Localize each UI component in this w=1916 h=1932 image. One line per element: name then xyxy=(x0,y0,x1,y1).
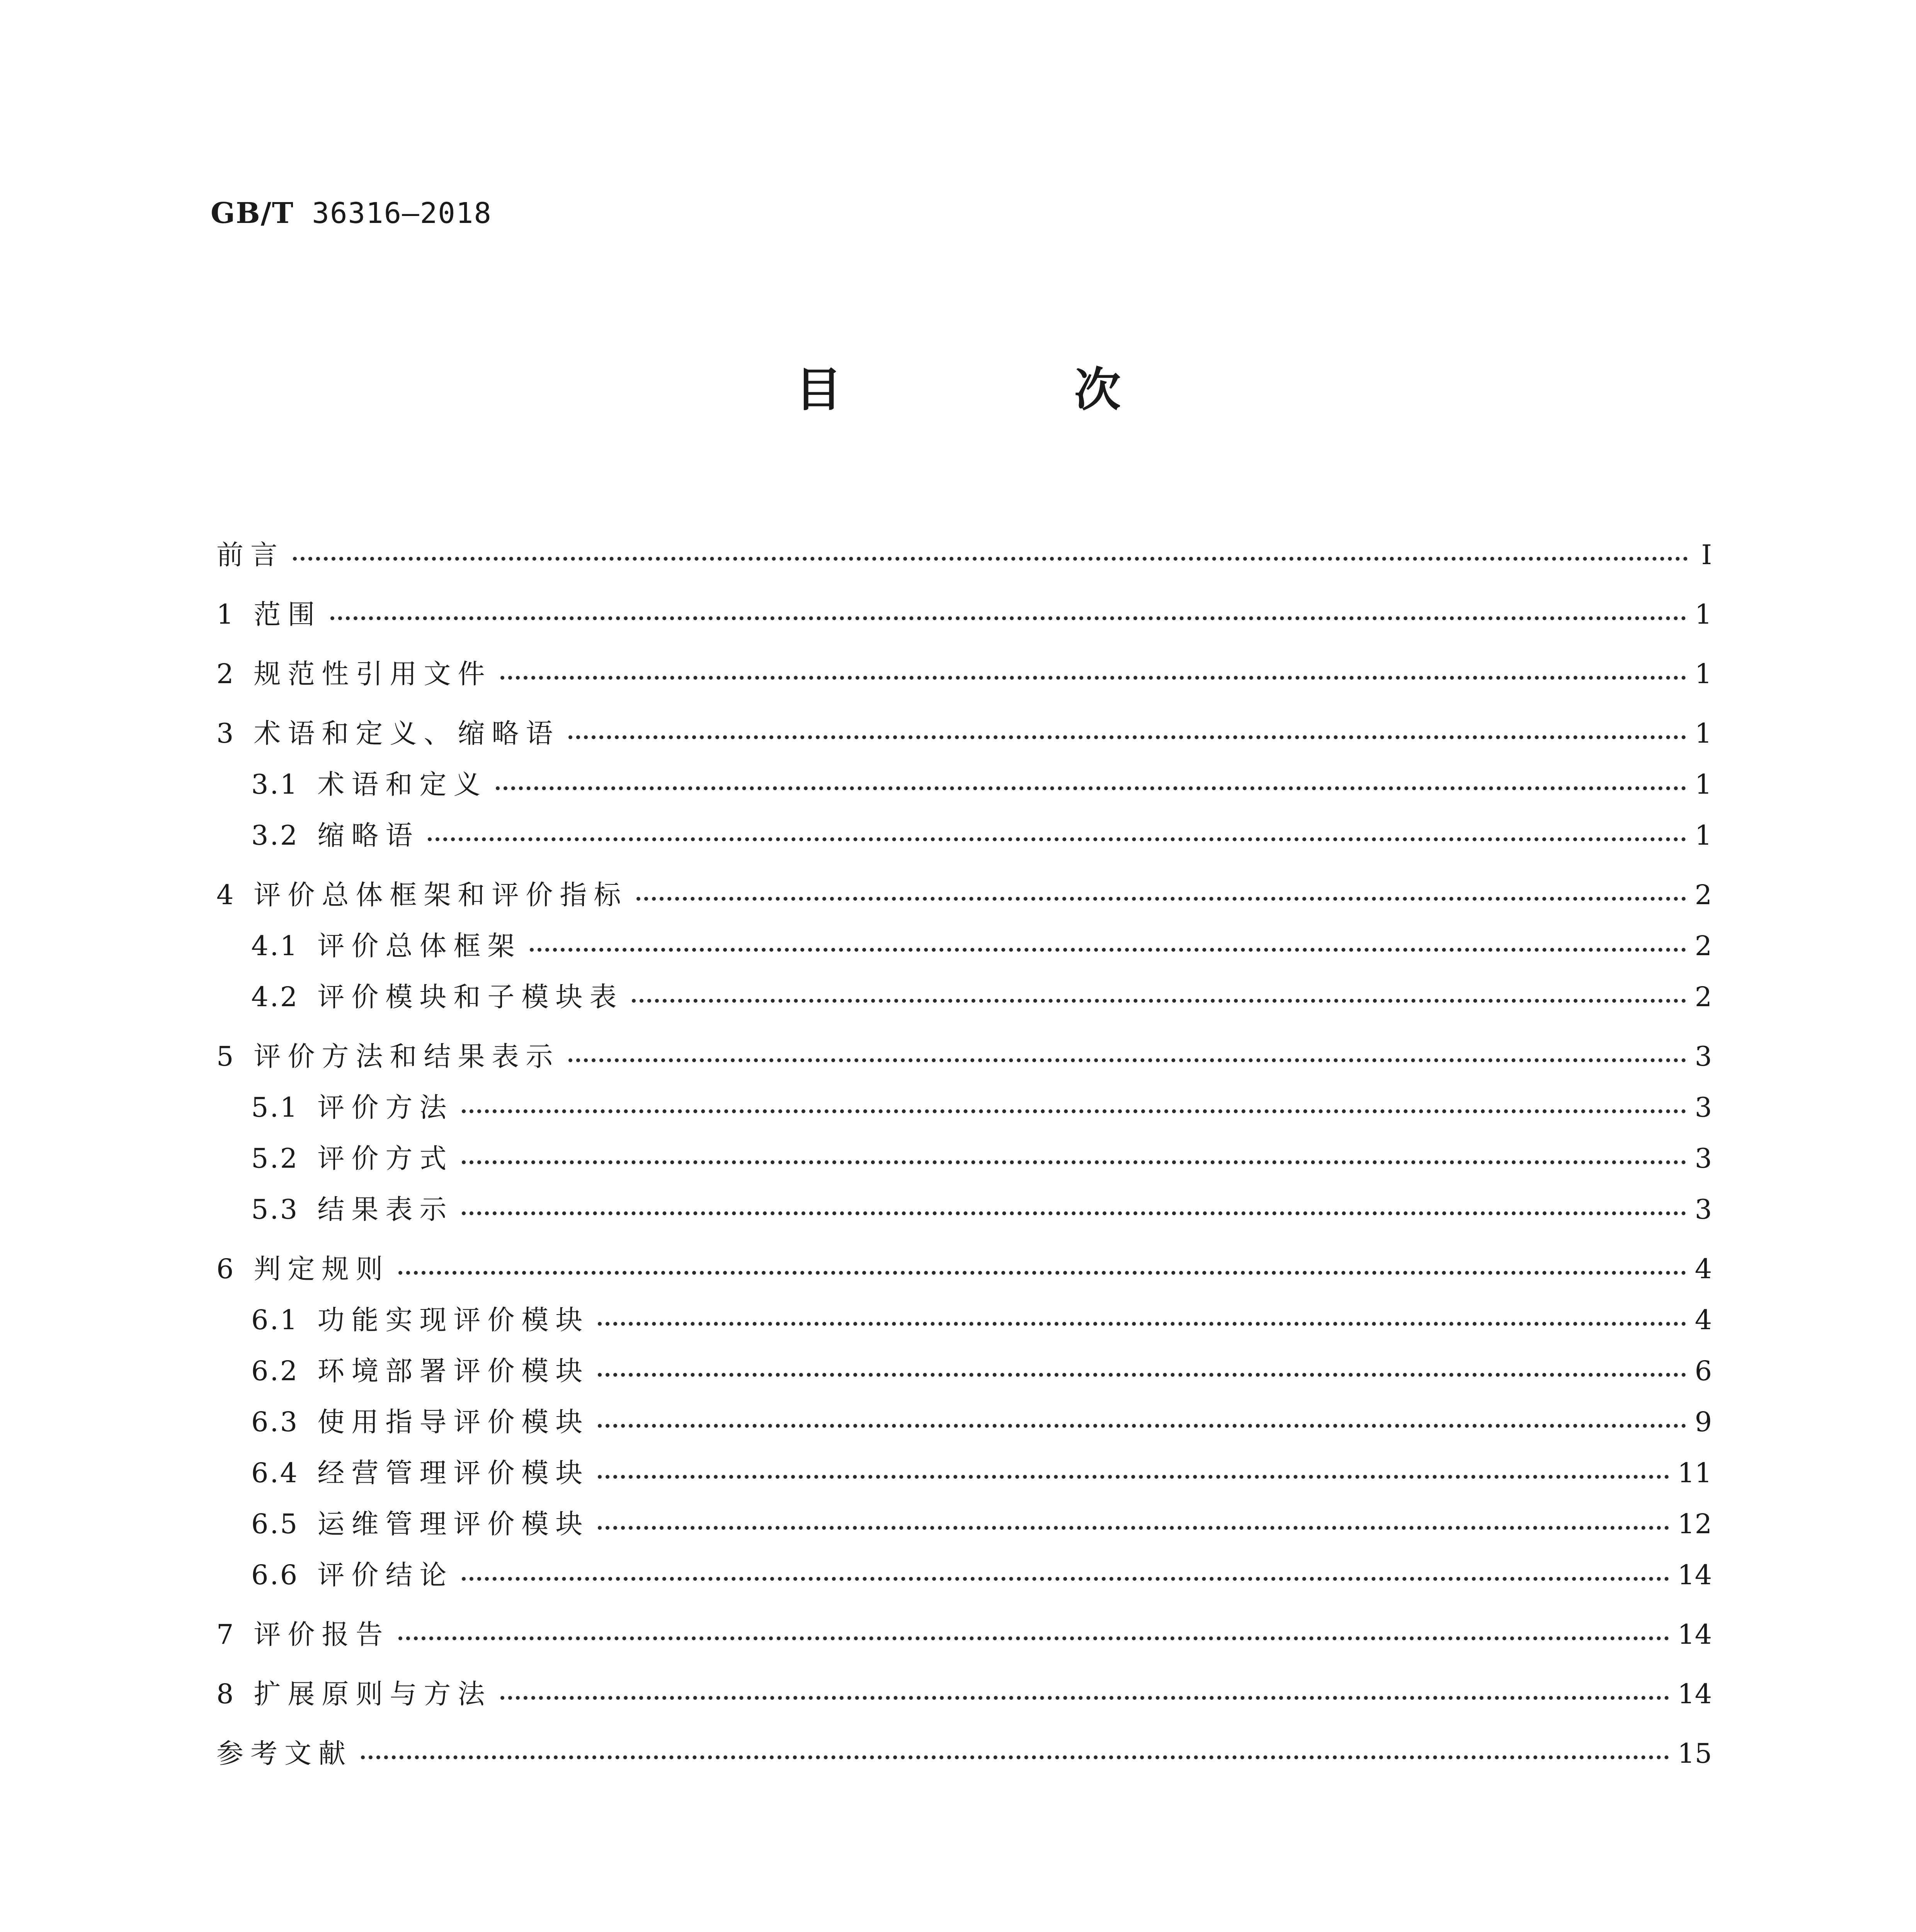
toc-dot-leader xyxy=(398,1271,1686,1275)
toc-entry-label: 结果表示 xyxy=(317,1194,454,1225)
toc-entry-page: Ⅰ xyxy=(1701,539,1712,571)
toc-entry[interactable] xyxy=(216,648,1712,699)
toc-entry-page: 1 xyxy=(1695,599,1712,630)
table-of-contents xyxy=(216,529,1712,1779)
toc-entry-number: 6.5 xyxy=(251,1508,299,1540)
toc-entry-label: 功能实现评价模块 xyxy=(317,1304,590,1336)
toc-entry-number: 8 xyxy=(216,1678,235,1710)
toc-entry-label: 缩略语 xyxy=(317,820,420,851)
toc-entry-number: 2 xyxy=(216,658,235,690)
toc-dot-leader xyxy=(428,837,1686,841)
toc-entry[interactable] xyxy=(216,971,1712,1022)
toc-entry-number: 3 xyxy=(216,718,235,749)
toc-dot-leader xyxy=(462,1109,1686,1113)
toc-dot-leader xyxy=(568,1058,1686,1062)
toc-entry[interactable] xyxy=(216,1082,1712,1133)
toc-entry-page: 4 xyxy=(1695,1304,1712,1336)
toc-entry[interactable] xyxy=(216,1294,1712,1345)
toc-entry-number: 5.2 xyxy=(251,1143,299,1174)
toc-entry-label: 评价模块和子模块表 xyxy=(317,981,624,1013)
toc-entry[interactable] xyxy=(216,1728,1712,1779)
page-title: 目 次 xyxy=(795,363,1229,417)
toc-entry-page: 14 xyxy=(1677,1559,1712,1591)
toc-dot-leader xyxy=(632,999,1686,1003)
toc-entry-number: 6 xyxy=(216,1253,235,1285)
toc-dot-leader xyxy=(598,1322,1686,1326)
toc-entry-label: 参考文献 xyxy=(216,1738,352,1769)
toc-entry-label: 运维管理评价模块 xyxy=(317,1508,590,1540)
toc-dot-leader xyxy=(598,1373,1686,1377)
toc-dot-leader xyxy=(462,1211,1686,1215)
toc-entry[interactable] xyxy=(216,759,1712,810)
standard-number xyxy=(211,199,492,228)
toc-entry[interactable] xyxy=(216,1184,1712,1235)
toc-entry-number: 3.1 xyxy=(251,769,299,800)
toc-entry-page: 2 xyxy=(1695,879,1712,911)
toc-entry[interactable] xyxy=(216,529,1712,580)
toc-entry-label: 扩展原则与方法 xyxy=(254,1678,492,1710)
toc-dot-leader xyxy=(530,948,1686,952)
toc-entry[interactable] xyxy=(216,1609,1712,1660)
toc-entry-label: 前言 xyxy=(216,539,284,571)
toc-entry-page: 3 xyxy=(1695,1194,1712,1225)
toc-entry[interactable] xyxy=(216,1498,1712,1549)
toc-dot-leader xyxy=(598,1424,1686,1428)
toc-dot-leader xyxy=(462,1577,1669,1581)
toc-entry-number: 5 xyxy=(216,1041,235,1072)
toc-entry-label: 评价方式 xyxy=(317,1143,454,1174)
toc-entry-label: 术语和定义 xyxy=(317,769,488,800)
toc-entry-page: 14 xyxy=(1677,1619,1712,1650)
toc-entry-page: 1 xyxy=(1695,769,1712,800)
toc-entry-page: 14 xyxy=(1677,1678,1712,1710)
toc-entry-label: 评价方法 xyxy=(317,1092,454,1123)
toc-dot-leader xyxy=(293,557,1688,561)
toc-entry-number: 5.1 xyxy=(251,1092,299,1123)
toc-entry-label: 判定规则 xyxy=(254,1253,390,1285)
toc-entry[interactable] xyxy=(216,810,1712,861)
toc-entry-number: 4.1 xyxy=(251,930,299,962)
toc-entry-page: 1 xyxy=(1695,718,1712,749)
toc-entry-page: 9 xyxy=(1695,1406,1712,1438)
toc-entry-label: 术语和定义、缩略语 xyxy=(254,718,560,749)
toc-entry[interactable] xyxy=(216,1668,1712,1719)
toc-entry-page: 15 xyxy=(1677,1738,1712,1769)
toc-entry-number: 4 xyxy=(216,879,235,911)
toc-entry[interactable] xyxy=(216,869,1712,920)
toc-dot-leader xyxy=(361,1755,1669,1759)
toc-entry[interactable] xyxy=(216,1243,1712,1294)
toc-entry-page: 1 xyxy=(1695,658,1712,690)
toc-entry-number: 6.4 xyxy=(251,1457,299,1489)
standard-code: 36316—2018 xyxy=(312,197,492,230)
toc-entry-page: 3 xyxy=(1695,1143,1712,1174)
toc-entry[interactable] xyxy=(216,920,1712,971)
toc-entry-page: 2 xyxy=(1695,930,1712,962)
toc-entry[interactable] xyxy=(216,589,1712,640)
toc-entry-label: 评价结论 xyxy=(317,1559,454,1591)
toc-entry-page: 4 xyxy=(1695,1253,1712,1285)
toc-entry-number: 4.2 xyxy=(251,981,299,1013)
toc-entry[interactable] xyxy=(216,1549,1712,1600)
toc-entry[interactable] xyxy=(216,1133,1712,1184)
toc-entry-page: 2 xyxy=(1695,981,1712,1013)
toc-dot-leader xyxy=(568,735,1686,739)
toc-dot-leader xyxy=(500,1696,1669,1700)
toc-dot-leader xyxy=(598,1526,1669,1530)
toc-dot-leader xyxy=(598,1475,1669,1479)
toc-dot-leader xyxy=(500,676,1686,680)
toc-entry-page: 6 xyxy=(1695,1355,1712,1387)
toc-dot-leader xyxy=(496,786,1686,790)
toc-entry[interactable] xyxy=(216,1396,1712,1447)
toc-entry-number: 6.1 xyxy=(251,1304,299,1336)
toc-entry-label: 范围 xyxy=(254,599,322,630)
toc-entry[interactable] xyxy=(216,708,1712,759)
toc-entry-number: 7 xyxy=(216,1619,235,1650)
toc-entry-label: 使用指导评价模块 xyxy=(317,1406,590,1438)
toc-entry-page: 12 xyxy=(1677,1508,1712,1540)
toc-entry-number: 5.3 xyxy=(251,1194,299,1225)
toc-entry-label: 环境部署评价模块 xyxy=(317,1355,590,1387)
toc-entry-page: 3 xyxy=(1695,1041,1712,1072)
toc-entry-number: 1 xyxy=(216,599,235,630)
toc-entry-page: 11 xyxy=(1677,1457,1712,1489)
toc-entry-label: 经营管理评价模块 xyxy=(317,1457,590,1489)
toc-entry-label: 规范性引用文件 xyxy=(254,658,492,690)
toc-entry[interactable] xyxy=(216,1031,1712,1082)
toc-entry-number: 6.6 xyxy=(251,1559,299,1591)
toc-dot-leader xyxy=(462,1160,1686,1164)
toc-dot-leader xyxy=(636,897,1686,901)
toc-entry-label: 评价报告 xyxy=(254,1619,390,1650)
standard-prefix: GB/T xyxy=(211,197,294,230)
toc-entry-number: 6.3 xyxy=(251,1406,299,1438)
toc-entry-label: 评价方法和结果表示 xyxy=(254,1041,560,1072)
toc-entry-page: 3 xyxy=(1695,1092,1712,1123)
toc-dot-leader xyxy=(330,616,1686,620)
toc-entry-label: 评价总体框架 xyxy=(317,930,522,962)
toc-dot-leader xyxy=(398,1636,1669,1640)
toc-entry-label: 评价总体框架和评价指标 xyxy=(254,879,628,911)
toc-entry[interactable] xyxy=(216,1345,1712,1396)
toc-entry-number: 6.2 xyxy=(251,1355,299,1387)
toc-entry-number: 3.2 xyxy=(251,820,299,851)
toc-entry-page: 1 xyxy=(1695,820,1712,851)
toc-entry[interactable] xyxy=(216,1447,1712,1498)
